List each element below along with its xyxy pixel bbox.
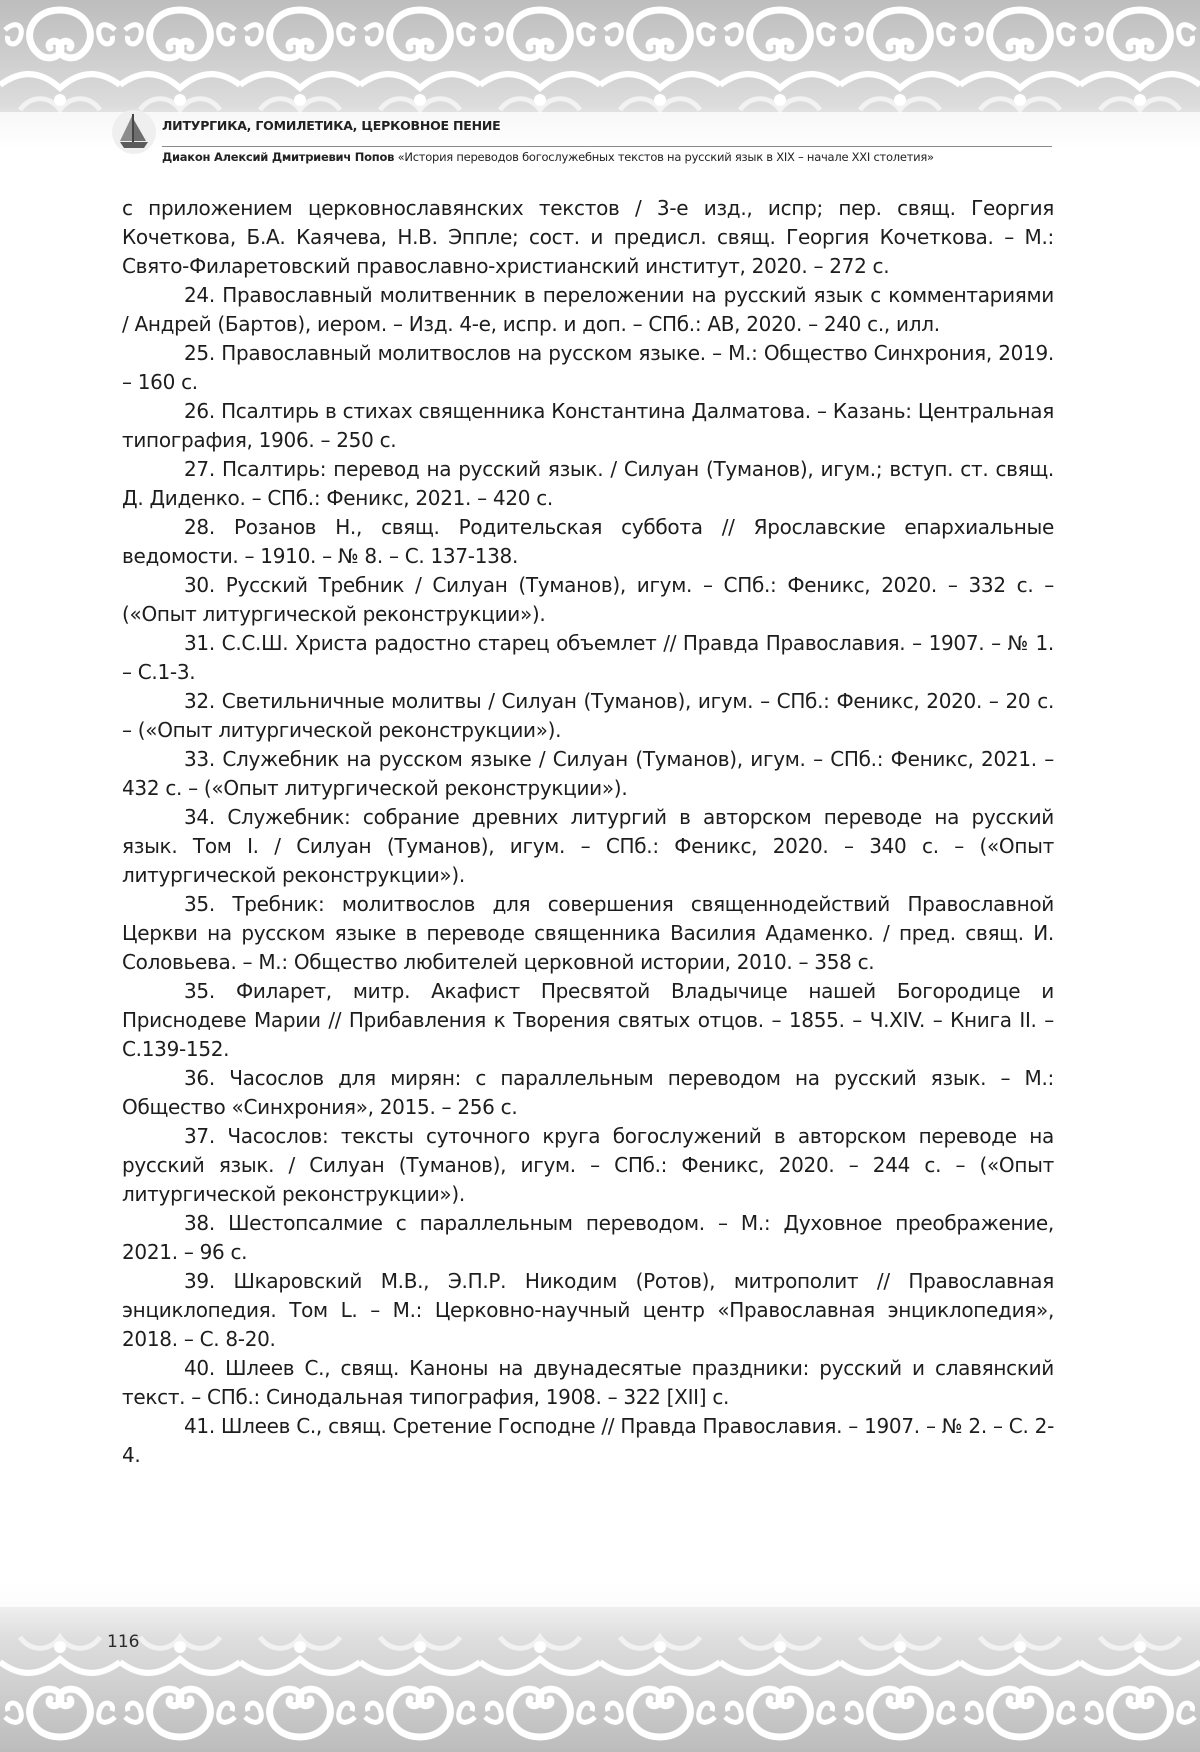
reference-entry: 32. Светильничные молитвы / Силуан (Туманов), игум. – СПб.: Феникс, 2020. – 20 с. – («Опыт литургической реконструкции»). bbox=[122, 689, 1054, 742]
author-name: Диакон Алексий Дмитриевич Попов bbox=[162, 150, 395, 164]
reference-entry: 25. Православный молитвослов на русском языке. – М.: Общество Синхрония, 2019. – 160 с. bbox=[122, 341, 1054, 394]
reference-list bbox=[122, 194, 1054, 1470]
reference-entry: 26. Псалтирь в стихах священника Константина Далматова. – Казань: Центральная типография, 1906. – 250 с. bbox=[122, 399, 1054, 452]
reference-entry: 35. Требник: молитвослов для совершения священнодействий Православной Церкви на русском языке в переводе священника Василия Адаменко. / пред. свящ. И. Соловьева. – М.: Общество любителей церковной истории, 2010. – 358 с. bbox=[122, 892, 1054, 974]
reference-entry: 28. Розанов Н., свящ. Родительская суббота // Ярославские епархиальные ведомости. – 1910. – № 8. – С. 137-138. bbox=[122, 515, 1054, 568]
reference-entry: 27. Псалтирь: перевод на русский язык. / Силуан (Туманов), игум.; вступ. ст. свящ. Д. Диденко. – СПб.: Феникс, 2021. – 420 с. bbox=[122, 457, 1054, 510]
reference-entry: 40. Шлеев С., свящ. Каноны на двунадесятые праздники: русский и славянский текст. – СПб.: Синодальная типография, 1908. – 322 [XII] с. bbox=[122, 1356, 1054, 1409]
header-rule bbox=[162, 146, 1052, 147]
reference-entry: 34. Служебник: собрание древних литургий в авторском переводе на русский язык. Том I. / Силуан (Туманов), игум. – СПб.: Феникс, 2020. – 340 с. – («Опыт литургической реконструкции»). bbox=[122, 805, 1054, 887]
reference-entry: 31. С.С.Ш. Христа радостно старец объемлет // Правда Православия. – 1907. – № 1. – С.1-3. bbox=[122, 631, 1054, 684]
ship-logo-icon bbox=[110, 108, 158, 156]
reference-entry: 38. Шестопсалмие с параллельным переводом. – М.: Духовное преображение, 2021. – 96 с. bbox=[122, 1211, 1054, 1264]
reference-entry: 30. Русский Требник / Силуан (Туманов), игум. – СПб.: Феникс, 2020. – 332 с. – («Опыт литургической реконструкции»). bbox=[122, 573, 1054, 626]
intro-continuation: с приложением церковнославянских текстов / 3-е изд., испр; пер. свящ. Георгия Кочеткова, Б.А. Каячева, Н.В. Эппле; сост. и предисл. свящ. Георгия Кочеткова. – М.: Свято-Филаретовский православно-христианский институт, 2020. – 272 с. bbox=[122, 196, 1054, 278]
reference-entry: 24. Православный молитвенник в переложении на русский язык с комментариями / Андрей (Бартов), иером. – Изд. 4-е, испр. и доп. – СПб.: АВ, 2020. – 240 с., илл. bbox=[122, 283, 1054, 336]
article-title: «История переводов богослужебных текстов на русский язык в XIX – начале XXI столетия» bbox=[397, 150, 934, 164]
reference-entry: 41. Шлеев С., свящ. Сретение Господне // Правда Православия. – 1907. – № 2. – С. 2-4. bbox=[122, 1414, 1054, 1467]
page-number: 116 bbox=[107, 1632, 140, 1652]
bottom-ornament-band bbox=[0, 1577, 1200, 1752]
article-header bbox=[162, 150, 1062, 164]
reference-entry: 35. Филарет, митр. Акафист Пресвятой Владычице нашей Богородице и Приснодеве Марии // Прибавления к Творения святых отцов. – 1855. – Ч.XIV. – Книга II. – С.139-152. bbox=[122, 979, 1054, 1061]
reference-entry: 33. Служебник на русском языке / Силуан (Туманов), игум. – СПб.: Феникс, 2021. – 432 с. – («Опыт литургической реконструкции»). bbox=[122, 747, 1054, 800]
reference-entry: 36. Часослов для мирян: с параллельным переводом на русский язык. – М.: Общество «Синхрония», 2015. – 256 с. bbox=[122, 1066, 1054, 1119]
reference-entry: 39. Шкаровский М.В., Э.П.Р. Никодим (Ротов), митрополит // Православная энциклопедия. Том L. – М.: Церковно-научный центр «Православная энциклопедия», 2018. – С. 8-20. bbox=[122, 1269, 1054, 1351]
reference-entry: 37. Часослов: тексты суточного круга богослужений в авторском переводе на русский язык. / Силуан (Туманов), игум. – СПб.: Феникс, 2020. – 244 с. – («Опыт литургической реконструкции»). bbox=[122, 1124, 1054, 1206]
section-title: ЛИТУРГИКА, ГОМИЛЕТИКА, ЦЕРКОВНОЕ ПЕНИЕ bbox=[162, 118, 501, 133]
